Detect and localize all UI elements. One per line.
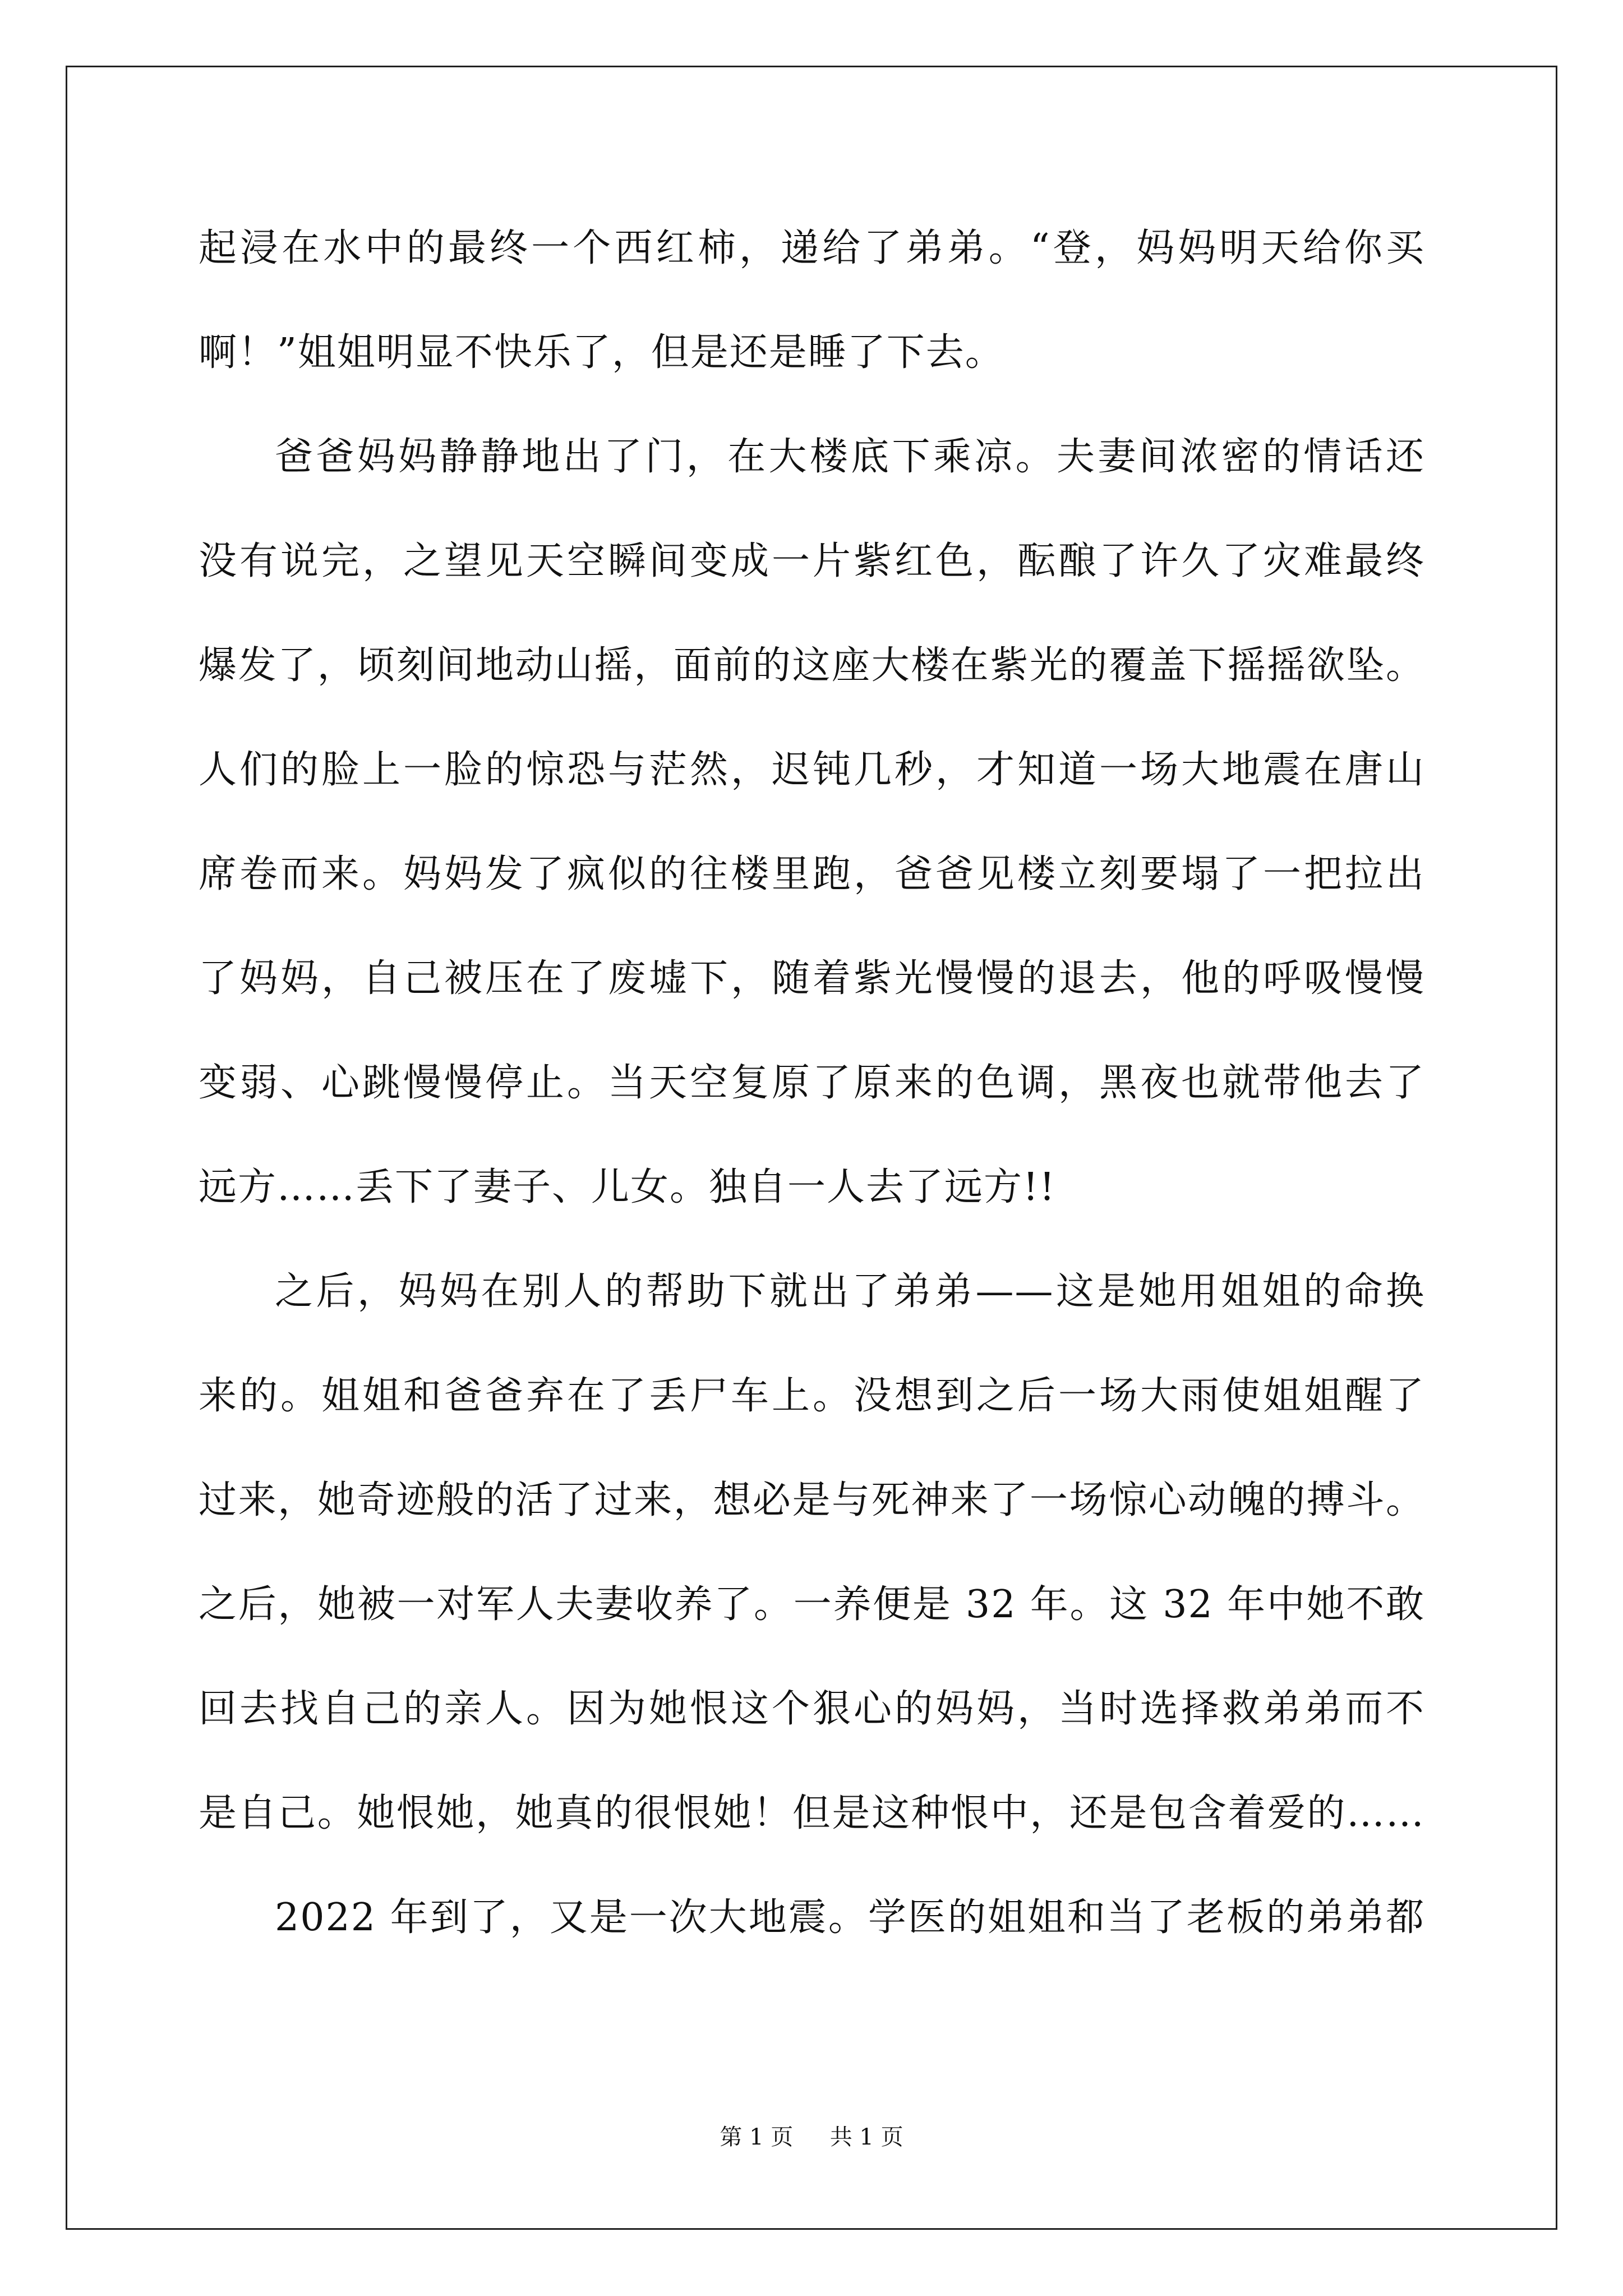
text-line: 之后，她被一对军人夫妻收养了。一养便是 32 年。这 32 年中她不敢 [199,1582,1425,1627]
text-line: 来的。姐姐和爸爸弃在了丢尸车上。没想到之后一场大雨使姐姐醒了 [199,1374,1425,1418]
page-footer [0,2120,1623,2154]
text-line: 席卷而来。妈妈发了疯似的往楼里跑，爸爸见楼立刻要塌了一把拉出 [199,852,1425,896]
text-line: 远方……丢下了妻子、儿女。独自一人去了远方!! [199,1165,1056,1209]
text-line: 之后，妈妈在别人的帮助下就出了弟弟——这是她用姐姐的命换 [275,1269,1425,1314]
text-line: 啊！”姐姐明显不快乐了，但是还是睡了下去。 [199,330,1004,375]
text-line: 起浸在水中的最终一个西红柿，递给了弟弟。“登，妈妈明天给你买 [199,226,1425,270]
text-line: 了妈妈，自己被压在了废墟下，随着紫光慢慢的退去，他的呼吸慢慢 [199,956,1425,1001]
text-line: 2022 年到了，又是一次大地震。学医的姐姐和当了老板的弟弟都 [275,1895,1425,1940]
text-line: 没有说完，之望见天空瞬间变成一片紫红色，酝酿了许久了灾难最终 [199,539,1425,583]
text-line: 变弱、心跳慢慢停止。当天空复原了原来的色调，黑夜也就带他去了 [199,1061,1425,1105]
text-line: 过来，她奇迹般的活了过来，想必是与死神来了一场惊心动魄的搏斗。 [199,1478,1425,1522]
text-line: 爸爸妈妈静静地出了门，在大楼底下乘凉。夫妻间浓密的情话还 [275,435,1425,479]
total-pages: 共 1 页 [829,2124,903,2150]
page-number: 第 1 页 [720,2124,794,2150]
text-line: 是自己。她恨她，她真的很恨她！但是这种恨中，还是包含着爱的…… [199,1791,1425,1835]
text-line: 人们的脸上一脸的惊恐与茫然，迟钝几秒，才知道一场大地震在唐山 [199,748,1425,792]
text-line: 爆发了，顷刻间地动山摇，面前的这座大楼在紫光的覆盖下摇摇欲坠。 [199,643,1425,688]
text-line: 回去找自己的亲人。因为她恨这个狠心的妈妈，当时选择救弟弟而不 [199,1687,1425,1731]
